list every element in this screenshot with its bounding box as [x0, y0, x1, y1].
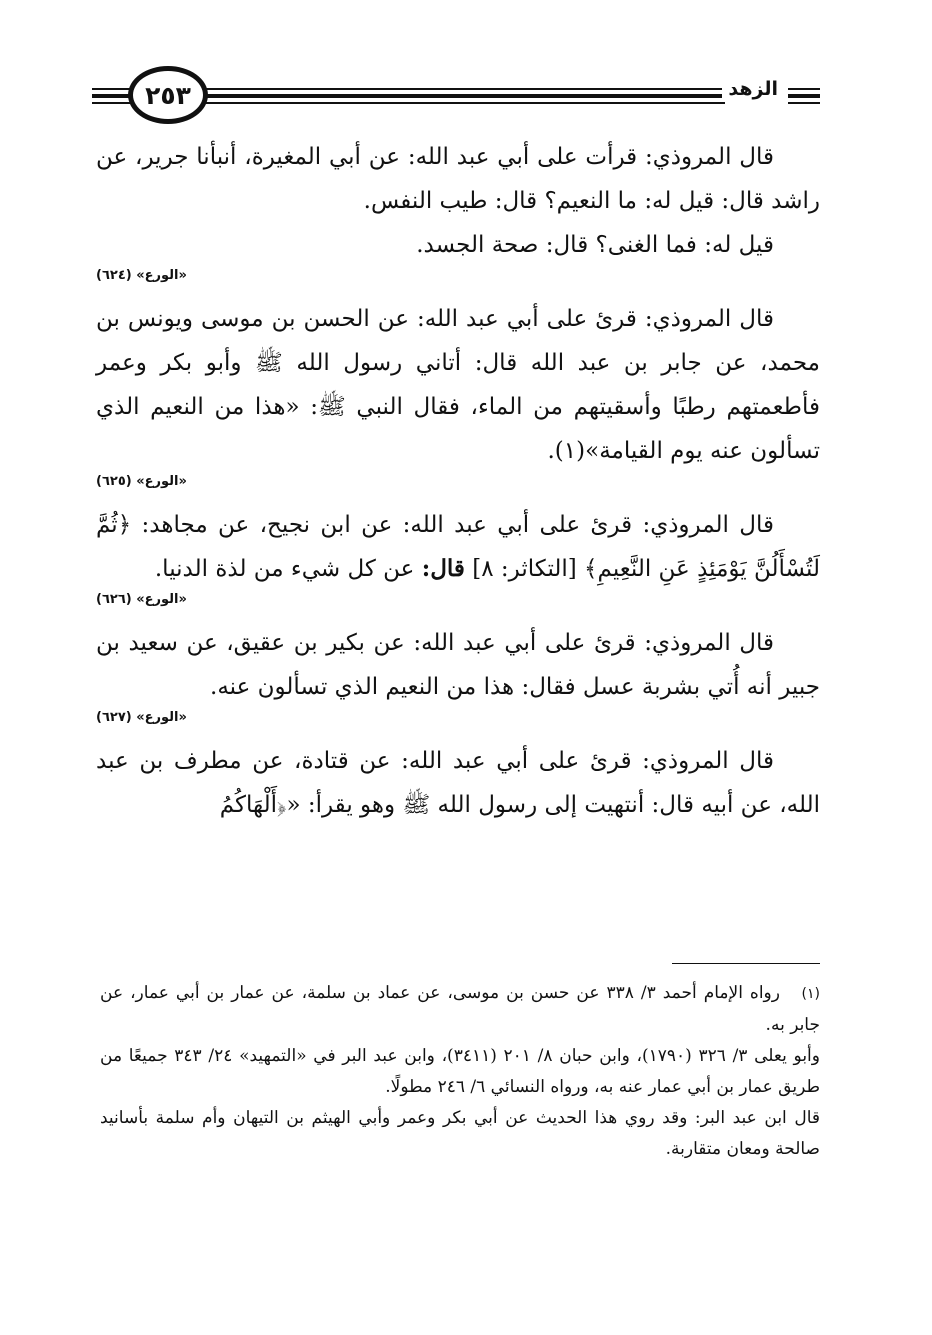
- page-header: [92, 62, 820, 128]
- header-rule: [788, 102, 820, 104]
- header-rule: [202, 88, 725, 90]
- footnote: وأبو يعلى ٣/ ٣٢٦ (١٧٩٠)، وابن حبان ٨/ ٢٠١ (٣٤١١)، وابن عبد البر في «التمهيد» ٢٤/ ٣٤٣ جميعًا من طريق عمار بن أبي عمار عنه به، ورواه النسائي ٦/ ٢٤٦ مطولًا.: [100, 1046, 820, 1097]
- page-number: ٢٥٣: [128, 66, 208, 124]
- footnote-number: (١): [801, 986, 820, 1002]
- source-reference: «الورع» (٦٢٧): [96, 710, 187, 725]
- footnote: قال ابن عبد البر: وقد روي هذا الحديث عن أبي بكر وعمر وأبي الهيثم بن التيهان وأم سلمة بأسانيد صالحة ومعان متقاربة.: [100, 1108, 820, 1159]
- entry-paragraph: قال المروذي: قرئ على أبي عبد الله: عن الحسن بن موسى ويونس بن محمد، عن جابر بن عبد الله قال: أتاني رسول الله ﷺ وأبو بكر وعمر فأطعمتهم رطبًا وأسقيتهم من الماء، فقال النبي ﷺ: «هذا من النعيم الذي تسألون عنه يوم القيامة»(١).: [96, 306, 820, 464]
- source-reference: «الورع» (٦٢٦): [96, 592, 187, 607]
- header-rule: [202, 94, 725, 98]
- source-reference: «الورع» (٦٢٤): [96, 268, 187, 283]
- main-text: [96, 135, 820, 827]
- entry-text: عن كل شيء من لذة الدنيا.: [154, 556, 415, 582]
- entry-paragraph: [96, 503, 820, 591]
- chapter-title: الزهد: [722, 80, 784, 99]
- entry-paragraph: قال المروذي: قرأت على أبي عبد الله: عن أبي المغيرة، أنبأنا جرير، عن راشد قال: قيل له: ما النعيم؟ قال: طيب النفس.: [96, 144, 820, 214]
- entry-paragraph: قال المروذي: قرئ على أبي عبد الله: عن قتادة، عن مطرف بن عبد الله، عن أبيه قال: أنتهيت إلى رسول الله ﷺ وهو يقرأ: «﴿أَلْهَاكُمُ: [96, 748, 820, 818]
- source-reference: «الورع» (٦٢٥): [96, 474, 187, 489]
- footnote: [100, 978, 820, 1041]
- entry-paragraph: قيل له: فما الغنى؟ قال: صحة الجسد.: [416, 232, 774, 258]
- entry-text: قال المروذي: قرئ على أبي عبد الله: عن ابن نجيح، عن مجاهد: ﴿ثُمَّ لَتُسْأَلُنَّ يَوْمَئِذٍ عَنِ النَّعِيمِ﴾ [التكاثر: ٨]: [96, 512, 820, 582]
- footnote-text: رواه الإمام أحمد ٣/ ٣٣٨ عن حسن بن موسى، عن عماد بن سلمة، عن عمار بن أبي عمار، عن جابر به.: [100, 983, 820, 1035]
- bold-said: قال:: [421, 555, 465, 582]
- footnotes: [100, 978, 820, 1165]
- header-rule: [202, 102, 725, 104]
- footnote-separator: [672, 963, 820, 964]
- header-rule: [788, 88, 820, 90]
- entry-paragraph: قال المروذي: قرئ على أبي عبد الله: عن بكير بن عقيق، عن سعيد بن جبير أنه أُتي بشربة عسل فقال: هذا من النعيم الذي تسألون عنه.: [96, 630, 820, 700]
- header-rule: [788, 94, 820, 98]
